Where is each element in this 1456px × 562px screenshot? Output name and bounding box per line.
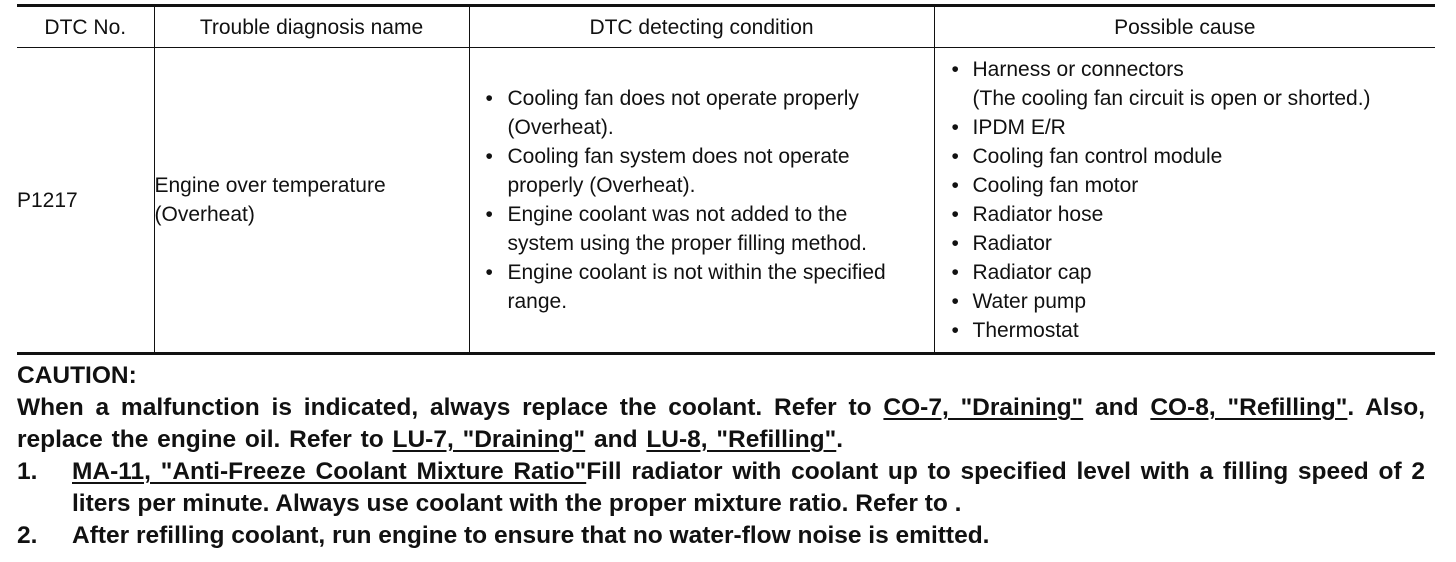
list-item: • Cooling fan does not operate properly (Overheat). (470, 84, 934, 142)
list-item: • Water pump (935, 287, 1436, 316)
header-dtc-no: DTC No. (17, 6, 154, 48)
link-co-7-draining[interactable]: CO-7, "Draining" (883, 394, 1084, 421)
list-item: • Engine coolant was not added to the system using the proper filling method. (470, 200, 934, 258)
caution-block (17, 360, 1425, 552)
caution-title: CAUTION: (17, 362, 137, 389)
trouble-name-line: Engine over temperature (154, 174, 386, 197)
list-item: • Cooling fan motor (935, 171, 1436, 200)
header-trouble-name: Trouble diagnosis name (154, 6, 469, 48)
step-number: 1. (17, 458, 38, 485)
detecting-condition-cell (469, 48, 934, 354)
trouble-name-cell (154, 48, 469, 354)
possible-cause-cell (934, 48, 1435, 354)
header-detecting-condition: DTC detecting condition (469, 6, 934, 48)
caution-paragraph: When a malfunction is indicated, always replace the coolant. Refer to CO-7, "Draining" and CO-8, "Refilling". Also, replace the engine oil. Refer to LU-7, "Draining" and LU-8, "Refilling". (17, 394, 1425, 453)
step-item (17, 456, 1425, 520)
trouble-name-line: (Overheat) (154, 203, 255, 226)
link-co-8-refilling[interactable]: CO-8, "Refilling" (1150, 394, 1348, 421)
list-item: • Harness or connectors (The cooling fan circuit is open or shorted.) (935, 55, 1436, 113)
header-possible-cause: Possible cause (934, 6, 1435, 48)
list-item: • IPDM E/R (935, 113, 1436, 142)
step-text: After refilling coolant, run engine to ensure that no water-flow noise is emitted. (72, 522, 990, 549)
list-item: • Cooling fan control module (935, 142, 1436, 171)
dtc-table (17, 4, 1435, 355)
list-item: • Radiator cap (935, 258, 1436, 287)
procedure-steps (17, 456, 1425, 552)
list-item: • Radiator hose (935, 200, 1436, 229)
list-item: • Radiator (935, 229, 1436, 258)
link-lu-7-draining[interactable]: LU-7, "Draining" (392, 426, 586, 453)
step-item (17, 520, 1425, 552)
dtc-code: P1217 (17, 48, 154, 354)
list-item: • Engine coolant is not within the specified range. (470, 258, 934, 316)
list-item: • Thermostat (935, 316, 1436, 345)
link-lu-8-refilling[interactable]: LU-8, "Refilling" (646, 426, 837, 453)
step-text: Fill radiator with coolant up to specified level with a filling speed of 2 liters per minute. Always use coolant with the proper mixture ratio. Refer to . (72, 458, 1425, 517)
list-item: • Cooling fan system does not operate properly (Overheat). (470, 142, 934, 200)
condition-list (470, 84, 934, 316)
cause-list (935, 55, 1436, 345)
link-ma-11-mixture-ratio[interactable]: MA-11, "Anti-Freeze Coolant Mixture Ratio" (72, 458, 587, 485)
table-row (17, 48, 1435, 354)
step-number: 2. (17, 522, 38, 549)
table-header-row (17, 6, 1435, 48)
